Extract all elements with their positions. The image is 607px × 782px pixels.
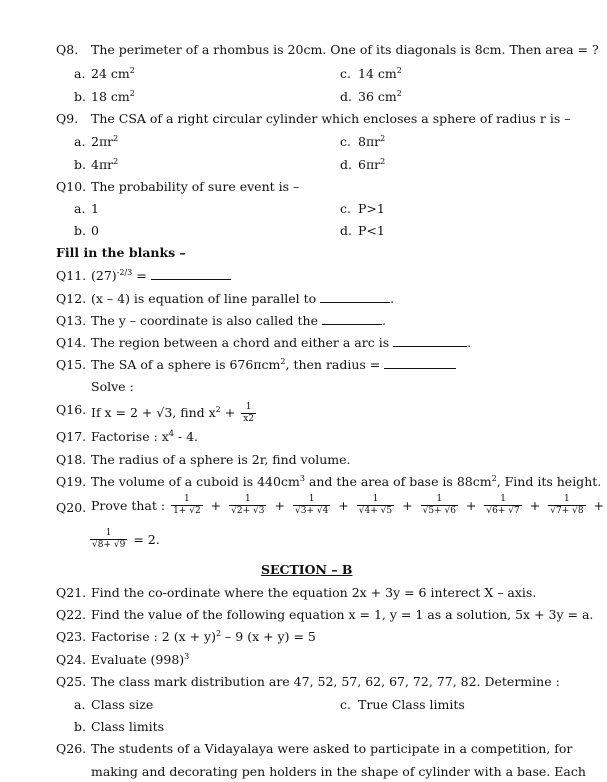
question-number: Q13.: [56, 313, 87, 328]
solve-heading: Solve :: [91, 379, 134, 394]
option-letter: b.: [74, 157, 86, 172]
fraction-2: $\frac{1}{√2+ √3}$: [231, 494, 265, 516]
question-text: The class mark distribution are 47, 52, 57, 62, 67, 72, 77, 82. Determine :: [91, 674, 560, 689]
question-text: Find the co-ordinate where the equation 2x + 3y = 6 interect X – axis.: [91, 585, 537, 600]
option-a: Class size: [91, 697, 154, 712]
question-number: Q17.: [56, 429, 87, 444]
question-number: Q14.: [56, 335, 87, 350]
option-a: 24 $cm^2$: [91, 66, 135, 81]
question-text: The SA of a sphere is 676πcm$^2$, then radius =: [91, 357, 456, 372]
question-number: Q25.: [56, 674, 87, 689]
option-b: Class limits: [91, 719, 165, 734]
option-letter: b.: [74, 223, 86, 238]
fill-blanks-heading: Fill in the blanks –: [56, 245, 186, 260]
section-b-heading: SECTION – B: [261, 562, 353, 577]
option-letter: b.: [74, 719, 86, 734]
option-d: P<1: [358, 223, 385, 238]
fraction-4: $\frac{1}{√4+ √5}$: [358, 494, 393, 516]
fraction: $\frac{1}{x2}$: [243, 402, 255, 424]
question-number: Q22.: [56, 607, 87, 622]
option-a: 1: [91, 201, 99, 216]
question-text: The y – coordinate is also called the .: [91, 313, 386, 328]
question-text: $(27)^{-2/3}$ =: [91, 268, 231, 283]
fraction-8: $\frac{1}{√8+ √9}$: [92, 528, 126, 550]
question-number: Q26.: [56, 741, 87, 756]
question-text: If x = 2 + √3, find $x^2$ + $\frac{1}{x2}$: [91, 402, 255, 424]
question-text: Find the value of the following equation x = 1, y = 1 as a solution, 5x + 3y = a.: [91, 607, 594, 622]
question-text: Factorise : $x^4 - 4$.: [91, 429, 199, 444]
question-number: Q9.: [56, 111, 79, 126]
fraction-7: $\frac{1}{√7+ √8}$: [550, 494, 584, 516]
option-b: 0: [91, 223, 99, 238]
question-number: Q11.: [56, 268, 87, 283]
question-text: The volume of a cuboid is $440cm^3$ and the area of base is $88cm^2$, Find its height.: [91, 474, 602, 489]
fraction-5: $\frac{1}{√5+ √6}$: [422, 494, 456, 516]
question-text: making and decorating pen holders in the shape of cylinder with a base. Each: [91, 764, 586, 779]
question-number: Q18.: [56, 452, 87, 467]
question-text: Evaluate $(998)^3$: [91, 652, 190, 667]
question-text: Factorise : 2 $(x + y)^2 - 9$ (x + y) = 5: [91, 629, 316, 644]
fraction-6: $\frac{1}{√6+ √7}$: [486, 494, 520, 516]
option-letter: a.: [74, 134, 86, 149]
option-b: 18 $cm^2$: [91, 89, 135, 104]
option-letter: a.: [74, 201, 86, 216]
option-letter: d.: [340, 157, 352, 172]
fraction-1: $\frac{1}{1+ √2}$: [173, 494, 201, 516]
question-number: Q10.: [56, 179, 87, 194]
question-text: The region between a chord and either a arc is .: [91, 335, 472, 350]
option-c: P>1: [358, 201, 385, 216]
option-letter: c.: [340, 697, 351, 712]
question-number: Q15.: [56, 357, 87, 372]
question-text: The probability of sure event is –: [91, 179, 300, 194]
question-text: $\frac{1}{√8+ √9}$ = 2.: [92, 528, 160, 550]
question-text: The CSA of a right circular cylinder which encloses a sphere of radius r is –: [91, 111, 571, 126]
option-a: $2\pi r^2$: [91, 134, 119, 149]
option-letter: a.: [74, 697, 86, 712]
option-d: 36 $cm^2$: [358, 89, 402, 104]
question-number: Q23.: [56, 629, 87, 644]
question-number: Q21.: [56, 585, 87, 600]
option-letter: b.: [74, 89, 86, 104]
option-letter: d.: [340, 223, 352, 238]
option-c: 14 $cm^2$: [358, 66, 402, 81]
question-text: The radius of a sphere is 2r, find volume.: [91, 452, 351, 467]
question-text: The perimeter of a rhombus is 20cm. One of its diagonals is 8cm. Then area = ?: [91, 42, 599, 57]
option-letter: c.: [340, 201, 351, 216]
question-number: Q12.: [56, 291, 87, 306]
question-text: (x – 4) is equation of line parallel to .: [91, 291, 395, 306]
question-number: Q16.: [56, 402, 87, 417]
question-number: Q19.: [56, 474, 87, 489]
question-number: Q8.: [56, 42, 79, 57]
option-c: $8\pi r^2$: [358, 134, 386, 149]
question-number: Q24.: [56, 652, 87, 667]
question-text: The students of a Vidayalaya were asked to participate in a competition, for: [91, 741, 573, 756]
option-d: $6\pi r^2$: [358, 157, 386, 172]
option-b: $4\pi r^2$: [91, 157, 119, 172]
option-letter: a.: [74, 66, 86, 81]
fraction-3: $\frac{1}{√3+ √4}$: [294, 494, 329, 516]
question-number: Q20.: [56, 500, 87, 515]
option-letter: c.: [340, 134, 351, 149]
option-letter: d.: [340, 89, 352, 104]
question-text: Prove that : $\frac{1}{1+ √2}$ + $\frac{1}{√2+ √3}$ + $\frac{1}{√3+ √4}$ + $\frac{1}{√4+ √5}$ + $\frac{1}{√5+ √6}$ + $\frac{1}{√6+ √7}$ + $\frac{1}{√7+ √8}$ +: [91, 494, 605, 516]
option-c: True Class limits: [358, 697, 465, 712]
option-letter: c.: [340, 66, 351, 81]
